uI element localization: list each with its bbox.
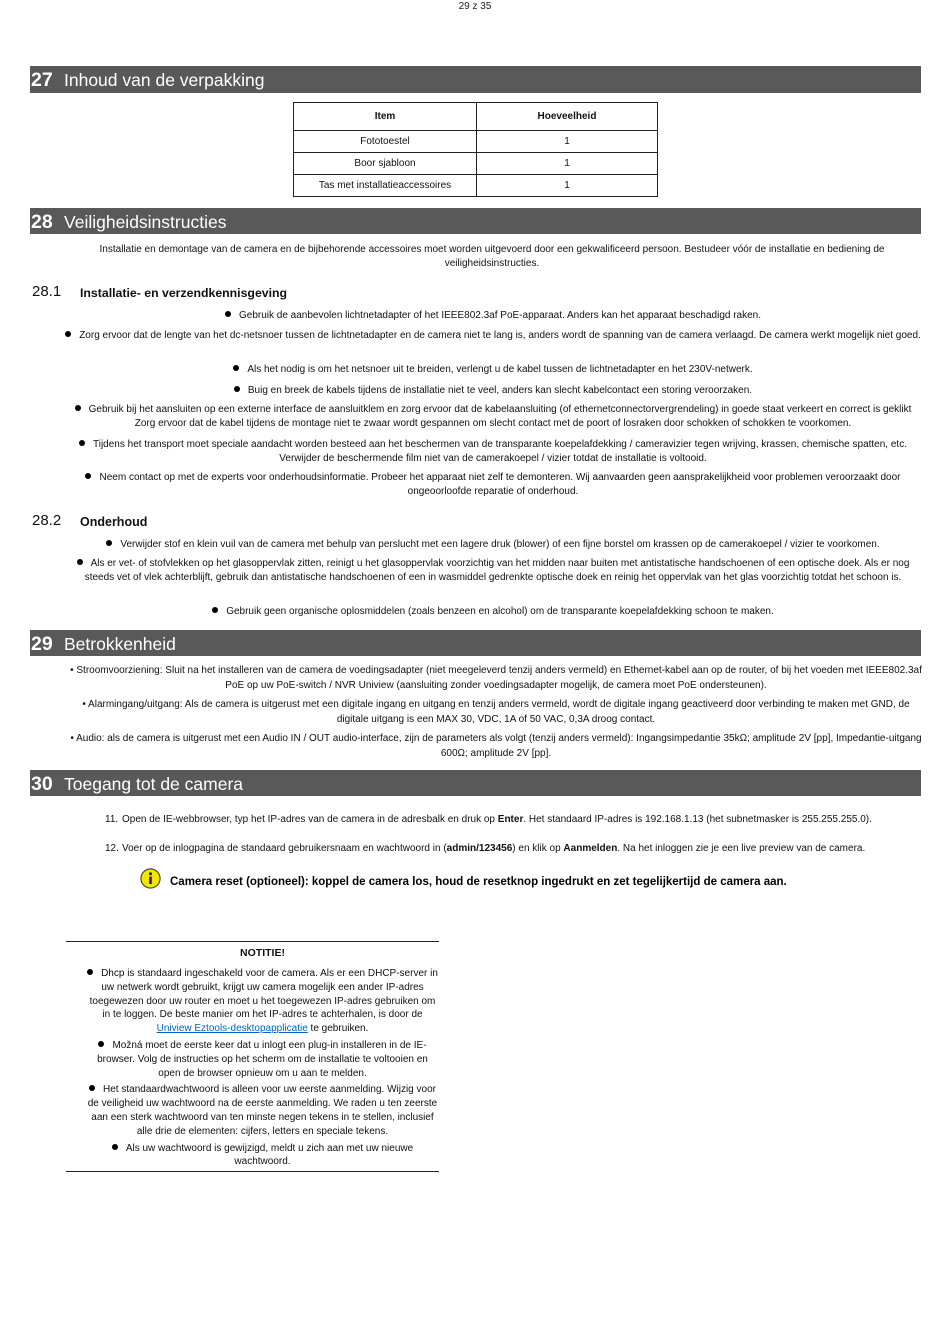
- table-cell-quantity: 1: [477, 175, 658, 197]
- bullet-icon: [65, 331, 71, 337]
- bullet-icon: [225, 311, 231, 317]
- list-item: • Stroomvoorziening: Sluit na het installeren van de camera de voedingsadapter (niet meegeleverd tenzij anders vermeld) en Ethernet-kabel aan op de router, of bij het voeden met IEEE802.3af PoE op uw PoE-switch / NVR Uniview (aansluiting zonder voedingsadapter mogelijk, de camera moet PoE ondersteunen).: [70, 665, 922, 691]
- list-item: [65, 363, 921, 377]
- numbered-step: [105, 842, 920, 856]
- list-item-text: Verwijder stof en klein vuil van de camera met behulp van perslucht met een lagere druk (blower) of een fijne borstel om krassen op de camerakoepel / vizier te voorkomen.: [120, 539, 880, 550]
- table-header-quantity: Hoeveelheid: [477, 103, 658, 131]
- list-item-text: Buig en breek de kabels tijdens de installatie niet te veel, anders kan slecht kabelcontact een storing veroorzaken.: [247, 385, 753, 396]
- note-item-text: te gebruiken.: [307, 1023, 369, 1035]
- section-heading-27: [30, 66, 921, 93]
- section-number: 30: [31, 773, 53, 795]
- note-item-text: Het standaardwachtwoord is alleen voor uw eerste aanmelding. Wijzig voor de veiligheid uw wachtwoord na de eerste aanmelding. We raden u ten zeerste aan een sterk wachtwoord van ten minste negen tekens in te stellen, inclusief alle drie de elementen: cijfers, letters en speciale tekens.: [87, 1084, 438, 1137]
- list-item: [65, 309, 921, 323]
- subsection-heading-28-1: [32, 283, 432, 301]
- bullet-icon: [98, 1041, 104, 1047]
- step-text: ) en klik op: [512, 843, 564, 854]
- note-box: [66, 941, 439, 1172]
- note-item-text: Možná moet de eerste keer dat u inlogt een plug-in installeren in de IE-browser. Volg de instructies op het scherm om de installatie te voltooien en open de browser opnieuw om u aan te melden.: [97, 1039, 428, 1079]
- section-title: Betrokkenheid: [64, 634, 176, 654]
- list-item: [65, 471, 921, 499]
- table-cell-item: Fototoestel: [294, 131, 477, 153]
- note-item-text: Als uw wachtwoord is gewijzigd, meldt u zich aan met uw nieuwe wachtwoord.: [125, 1142, 414, 1168]
- section-title: Veiligheidsinstructies: [64, 212, 227, 232]
- list-item-text: Als het nodig is om het netsnoer uit te breiden, verlengt u de kabel tussen de lichtnetadapter en het 230V-netwerk.: [247, 364, 753, 375]
- note-item: [86, 1142, 439, 1170]
- bullet-icon: [106, 540, 112, 546]
- subsection-title: Onderhoud: [80, 515, 148, 529]
- section-number: 27: [31, 69, 53, 91]
- bullet-icon: [77, 559, 83, 565]
- table-cell-quantity: 1: [477, 131, 658, 153]
- step-text: Voer op de inlogpagina de standaard gebruikersnaam en wachtwoord in (: [122, 843, 447, 854]
- section-heading-28: [30, 208, 921, 234]
- numbered-step: [105, 813, 920, 827]
- step-text: Open de IE-webbrowser, typ het IP-adres van de camera in de adresbalk en druk op: [122, 814, 498, 825]
- list-item: [65, 557, 921, 585]
- step-text: . Het standaard IP-adres is 192.168.1.13 (het subnetmasker is 255.255.255.0).: [523, 814, 872, 825]
- note-item: [86, 1039, 439, 1080]
- camera-reset-note: Camera reset (optioneel): koppel de camera los, houd de resetknop ingedrukt en zet tegelijkertijd de camera aan.: [170, 876, 787, 888]
- subsection-number: 28.2: [32, 512, 62, 529]
- note-item: [86, 1083, 439, 1138]
- page-number: 29 z 35: [458, 1, 492, 12]
- section-heading-30: [30, 770, 921, 796]
- bullet-icon: [87, 969, 93, 975]
- step-emphasis: Enter: [497, 814, 524, 825]
- list-item-text: Als er vet- of stofvlekken op het glasoppervlak zitten, reinigt u het glasoppervlak voorzichtig van het midden naar buiten met antistatische handschoenen of een optische doek. Als er nog steeds vet of vlek achterblijft, gebruik dan antistatische handschoenen of een in wasmiddel gedrenkte optische doek en reinig het oppervlak van het glas voorzichtig totdat het schoon is.: [84, 558, 910, 583]
- section-title: Toegang tot de camera: [64, 774, 244, 794]
- step-text: . Na het inloggen zie je een live preview van de camera.: [617, 843, 866, 854]
- bullet-icon: [234, 386, 240, 392]
- list-item-text: Neem contact op met de experts voor onderhoudsinformatie. Probeer het apparaat niet zelf te demonteren. Wij aanvaarden geen aansprakelijkheid voor problemen veroorzaakt door ongeoorloofde reparatie of onderhoud.: [99, 472, 901, 497]
- list-item: [65, 605, 921, 619]
- note-item: [86, 967, 439, 1036]
- table-row: [294, 131, 658, 153]
- list-item-text: Gebruik bij het aansluiten op een externe interface de aansluitklem en zorg ervoor dat de kabelaansluiting (of ethernetconnectorvergrendeling) in goede staat verkeert en correct is geklikt Zorg ervoor dat de kabel tijdens de montage niet te zwaar wordt gespannen om slecht contact met de poort of losraken door schokken of schokken te voorkomen.: [88, 404, 912, 429]
- eztools-link[interactable]: Uniview Eztools-desktopapplicatie: [156, 1023, 308, 1035]
- table-header-item: Item: [294, 103, 477, 131]
- bullet-icon: [233, 365, 239, 371]
- list-item: • Audio: als de camera is uitgerust met een Audio IN / OUT audio-interface, zijn de parameters als volgt (tenzij anders vermeld): Ingangsimpedantie 35kΩ; amplitude 2V [pp], Impedantie-uitgang 600Ω; amplitude 2V [pp].: [70, 733, 922, 759]
- bullet-icon: [212, 607, 218, 613]
- safety-intro: Installatie en demontage van de camera en de bijbehorende accessoires moet worden uitgevoerd door een gekwalificeerd persoon. Bestudeer vóór de installatie en bediening de veiligheidsinstructies.: [99, 244, 885, 269]
- step-emphasis: admin/123456: [446, 843, 513, 854]
- table-row: [294, 175, 658, 197]
- list-item: • Alarmingang/uitgang: Als de camera is uitgerust met een digitale ingang en uitgang en tenzij anders vermeld, wordt de digitale ingang geactiveerd door verbinding te maken met GND, de digitale uitgang is een MAX 30, VDC, 1A of 50 VAC, 0,3A droog contact.: [82, 699, 910, 725]
- note-item-text: Dhcp is standaard ingeschakeld voor de camera. Als er een DHCP-server in uw netwerk wordt gebruikt, krijgt uw camera mogelijk een ander IP-adres toegewezen door uw router en moet u het toegewezen IP-adres gebruiken om in te loggen. De beste manier om het IP-adres te achterhalen, is door de: [89, 968, 438, 1021]
- subsection-heading-28-2: [32, 512, 432, 530]
- bullet-icon: [75, 405, 81, 411]
- subsection-title: Installatie- en verzendkennisgeving: [80, 286, 288, 300]
- list-item-text: Gebruik geen organische oplosmiddelen (zoals benzeen en alcohol) om de transparante koepelafdekking schoon te maken.: [226, 606, 774, 617]
- section-heading-29: [30, 630, 921, 656]
- bullet-icon: [112, 1144, 118, 1150]
- section-title: Inhoud van de verpakking: [64, 70, 265, 90]
- section-number: 28: [31, 211, 53, 233]
- step-number: 11.: [105, 814, 119, 825]
- table-cell-quantity: 1: [477, 153, 658, 175]
- info-icon: [140, 868, 161, 889]
- bullet-icon: [79, 440, 85, 446]
- list-item-text: Tijdens het transport moet speciale aandacht worden besteed aan het beschermen van de transparante koepelafdekking / cameravizier tegen wrijving, krassen, chemische spatten, etc. Verwijder de beschermende film niet van de camerakoepel / vizier totdat de installatie is voltooid.: [93, 439, 907, 464]
- list-item-text: Zorg ervoor dat de lengte van het dc-netsnoer tussen de lichtnetadapter en de camera niet te lang is, anders wordt de spanning van de camera verlaagd. De camera werkt mogelijk niet goed.: [79, 330, 921, 341]
- list-item-text: Gebruik de aanbevolen lichtnetadapter of het IEEE802.3af PoE-apparaat. Anders kan het apparaat beschadigd raken.: [238, 310, 762, 321]
- package-contents-table: [293, 102, 658, 197]
- table-row: [294, 153, 658, 175]
- subsection-number: 28.1: [32, 283, 62, 300]
- list-item: [65, 384, 921, 398]
- step-emphasis: Aanmelden: [563, 843, 618, 854]
- step-number: 12.: [105, 843, 119, 854]
- list-item: [65, 538, 921, 552]
- table-cell-item: Tas met installatieaccessoires: [294, 175, 477, 197]
- bullet-icon: [89, 1085, 95, 1091]
- section-number: 29: [31, 633, 53, 655]
- note-title: NOTITIE!: [240, 947, 285, 959]
- list-item: [65, 329, 921, 343]
- bullet-icon: [85, 473, 91, 479]
- table-cell-item: Boor sjabloon: [294, 153, 477, 175]
- table-header-row: [294, 103, 658, 131]
- list-item: [65, 403, 921, 431]
- list-item: [65, 438, 921, 466]
